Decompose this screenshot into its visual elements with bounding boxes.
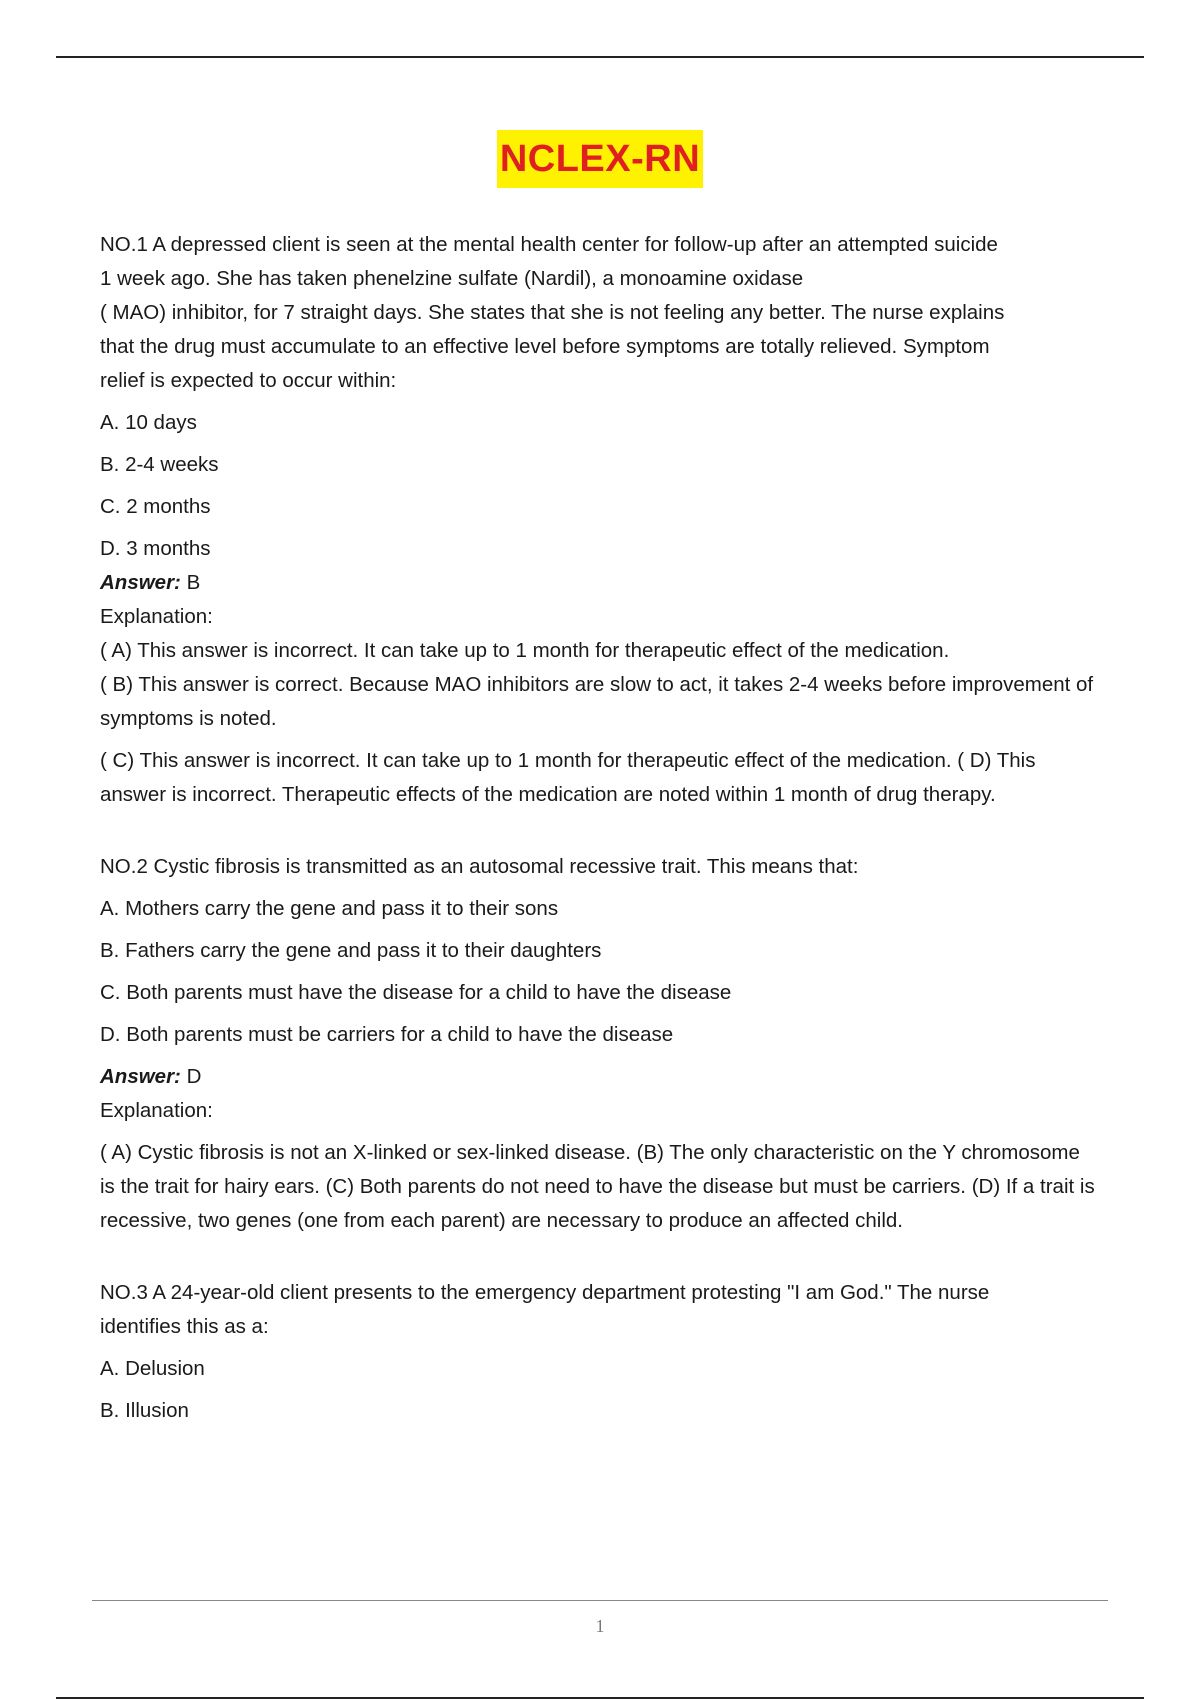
answer-line xyxy=(100,1060,1100,1094)
stem-line: NO.3 A 24-year-old client presents to the emergency department protesting "I am God." The nurse xyxy=(100,1281,990,1304)
stem-line: NO.1 A depressed client is seen at the mental health center for follow-up after an attempted suicide xyxy=(100,233,998,256)
answer-option: A. Mothers carry the gene and pass it to their sons xyxy=(100,897,559,920)
explanation-text: ( C) This answer is incorrect. It can take up to 1 month for therapeutic effect of the medication. ( D) This answer is incorrect. Therapeutic effects of the medication are noted within 1 month of drug therapy. xyxy=(100,749,1036,806)
question-2 xyxy=(100,850,1100,1238)
answer-option: A. 10 days xyxy=(100,411,197,434)
bottom-border-line xyxy=(56,1697,1144,1699)
explanation-text: ( B) This answer is correct. Because MAO inhibitors are slow to act, it takes 2-4 weeks before improvement of symptoms is noted. xyxy=(100,673,1094,730)
stem-line: NO.2 Cystic fibrosis is transmitted as an autosomal recessive trait. This means that: xyxy=(100,855,859,878)
question-stem xyxy=(100,228,1100,398)
answer-option: C. 2 months xyxy=(100,495,211,518)
answer-label: Answer: xyxy=(100,1065,181,1088)
stem-line: relief is expected to occur within: xyxy=(100,369,397,392)
question-stem xyxy=(100,1276,1100,1344)
page-number: 1 xyxy=(595,1616,605,1636)
spacer xyxy=(100,820,1100,850)
answer-option: B. Illusion xyxy=(100,1399,189,1422)
answer-value: D xyxy=(180,1065,202,1088)
spacer xyxy=(100,1246,1100,1276)
answer-option: B. Fathers carry the gene and pass it to their daughters xyxy=(100,939,602,962)
stem-line: 1 week ago. She has taken phenelzine sulfate (Nardil), a monoamine oxidase xyxy=(100,267,804,290)
title-container xyxy=(0,130,1200,188)
question-3 xyxy=(100,1276,1100,1428)
stem-line: identifies this as a: xyxy=(100,1315,269,1338)
footer-divider xyxy=(92,1600,1108,1601)
explanation-label: Explanation: xyxy=(100,1099,213,1122)
document-body xyxy=(100,228,1100,1436)
question-stem xyxy=(100,850,1100,884)
page-title: NCLEX-RN xyxy=(497,130,703,188)
answer-option: A. Delusion xyxy=(100,1357,205,1380)
question-1 xyxy=(100,228,1100,812)
explanation-text: ( A) Cystic fibrosis is not an X-linked or sex-linked disease. (B) The only characteristic on the Y chromosome is the trait for hairy ears. (C) Both parents do not need to have the disease but must be carriers. (D) If a trait is recessive, two genes (one from each parent) are necessary to produce an affected child. xyxy=(100,1141,1095,1232)
answer-label: Answer: xyxy=(100,571,181,594)
explanation-label: Explanation: xyxy=(100,605,213,628)
answer-line xyxy=(100,566,1100,600)
answer-value: B xyxy=(180,571,201,594)
answer-option: B. 2-4 weeks xyxy=(100,453,219,476)
answer-option: C. Both parents must have the disease for a child to have the disease xyxy=(100,981,732,1004)
explanation-text: ( A) This answer is incorrect. It can take up to 1 month for therapeutic effect of the medication. xyxy=(100,639,950,662)
answer-option: D. 3 months xyxy=(100,537,211,560)
stem-line: ( MAO) inhibitor, for 7 straight days. She states that she is not feeling any better. The nurse explains xyxy=(100,301,1005,324)
stem-line: that the drug must accumulate to an effective level before symptoms are totally relieved. Symptom xyxy=(100,335,990,358)
top-border-line xyxy=(56,56,1144,58)
answer-option: D. Both parents must be carriers for a child to have the disease xyxy=(100,1023,674,1046)
